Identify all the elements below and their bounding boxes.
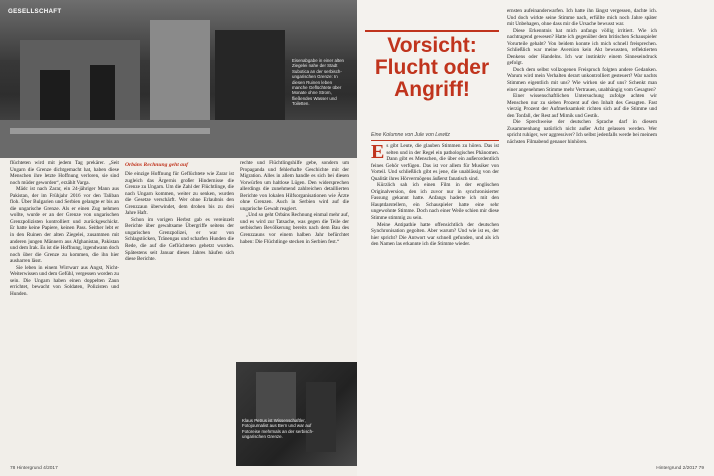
section-tag: GESELLSCHAFT (8, 8, 62, 15)
author-caption: Klaus Petrus ist Wissenschaftler, Fotojournalist aus Bern und war auf Fotoreise mehrmals an der serbisch-ungarischen Grenze. (242, 418, 314, 440)
page-footer-right: Hintergrund 2/2017 79 (656, 466, 704, 471)
paragraph: Diese Erkenntnis hat mich anfangs völlig irritiert. Wie ich nachtragend gewesen? Hatte ich gegenüber dem britischen Schauspieler Vorurteile gehabt? Von beidem konnte ich mich schnell freisprechen. Schließlich war meine Aversion kein Akt bewussten, reflektierten Denkens oder Handelns. Ich war instinktiv einem Sinneseindruck gefolgt. (507, 27, 657, 67)
photo-caption: Eisenabgabe in einer alten Ziegelei nahe der Stadt Subotica an der serbisch-ungarischen Grenze: In diesen Ruinen leben manche Geflüchtete über Monate ohne Strom, fließendes Wasser und Toiletten. (292, 58, 344, 107)
paragraph: Die Sprechweise der deutschen Sprache darf in diesem Zusammenhang natürlich nicht außer Acht gelassen werden. Wer spricht ruhiger, wer aggressiver? Ich selbst jedenfalls werde bei meinem nächsten Filmabend genauer hinhören. (507, 119, 657, 145)
page-footer-left: 78 Hintergrund 4/2017 (10, 466, 58, 471)
paragraph: Mädc ist nach Zarar, ein 24-jähriger Mann aus Pakistan, der im Frühjahr 2016 vor den Taliban floh. Über Bulgarien und Serbien gelangte er bis an die ungarische Grenze. Als er einen Zug nehmen wollte, wurde er an der Grenze von ungarischen Grenzpolizisten kontrolliert und zurückgeschickt. Er hatte keine Papiere, keinen Pass. Seither lebt er in den Ruinen der alten Ziegelei, zusammen mit anderen jungen Männern aus Afghanistan, Pakistan und dem Irak. Es ist die Hoffnung, irgendwann doch noch über die Grenze zu kommen, die ihn hier ausharren lässt. (10, 186, 119, 265)
byline: Eine Kolumne von Jule von Lewitz (371, 132, 499, 141)
photo-doorway (90, 65, 115, 120)
left-column-1 (10, 160, 119, 466)
photo-ground (0, 120, 357, 158)
photo-pillar (150, 20, 210, 130)
paragraph: Meine Antipathie hatte offensichtlich der deutschen Synchronisation gegolten. Aber warum? Und wie ist es, der hier spricht? Die Antwort war schnell gefunden, und als ich den Namen las erkannte ich die Stimme wieder. (371, 221, 499, 248)
right-page (357, 0, 714, 476)
paragraph: flüchteten wird mit jedem Tag prekärer. „Seit Ungarn die Grenze dichtgemacht hat, haben diese Menschen ihre letzte Hoffnung verloren, sie sind noch müder geworden“, erzählt Varga. (10, 160, 119, 186)
paragraph: rechte und Flüchtlingshilfe gebe, sondern um Propaganda und fehlerhafte Geschichte mit der Migration. Alles in allem handle es sich bei diesen Vorwürfen um haltlose Lügen. Den widersprechen allerdings die zunehmend zahlreichen detaillierten Berichte von lokalen Hilfsorganisationen wie Ärzte ohne Grenzen. Auch in Serbien wird auf die ungarische Gewalt reagiert. (240, 160, 349, 212)
photo-wall (20, 40, 140, 120)
paragraph: Sie leben in einem Wirrwarr aus Angst, Nicht-Weiterwissen und dem Gefühl, vergessen worden zu sein. Die Ungarn haben einen doppelten Zaun errichtet, bewacht von Soldaten, Polizisten und Hunden. (10, 264, 119, 297)
subhead: Orbáns Rechnung geht auf (125, 162, 188, 168)
photo-figure (306, 382, 336, 452)
paragraph: ernsten aufeinanderwarfen. Ich hatte ihn längst vergessen, dachte ich. Und doch wirkte seine Stimme nach, erfüllte mich noch Jahre später mit Unbehagen, ohne dass mir die Ursache bewusst war. (507, 8, 657, 28)
paragraph (371, 143, 499, 182)
left-column-2 (125, 160, 234, 466)
paragraph: Schon im vorigen Herbst gab es vereinzelt Berichte über gewaltsame Übergriffe seitens der ungarischen Grenzpolizei, er war von Schlagstöcken, Tränengas und scharfen Hunden die Rede, die auf die Geflüchteten gehetzt wurden. Spätestens seit Januar dieses Jahres häufen sich diese Berichte. (125, 216, 234, 263)
right-column-2 (507, 8, 657, 466)
paragraph-text: s gibt Leute, die glauben Stimmen zu hören. Das ist selten und in der Regel ein pathologisches Phänomen. Dann gibt es Menschen, die über ein außerordentlich feines Gehör verfügen. Das ist vor allem für Musiker von Vorteil. Und schließlich gibt es jene, die unablässig von der Qualität ihres Hörvermögens äußerst fanatisch sind. (371, 143, 499, 182)
paragraph: Einer wissenschaftlichen Untersuchung zufolge achten wir Menschen nur zu sieben Prozent auf den Inhalt des Gesagten. Fast vierzig Prozent der Aufmerksamkeit richten sich auf die Stimme und den Tonfall, der Rest auf Mimik und Gestik. (507, 93, 657, 119)
headline-rule (365, 30, 499, 32)
photo-rubble (10, 128, 210, 134)
paragraph: „Und so geht Orbáns Rechnung einmal mehr auf, und es wird zur Tatsache, was gegen die Teile der serbischen Bevölkerung bereits nach dem Bau des Grenzzauns vor einem halben Jahr befürchtet haben: Die Flüchtlinge stecken in Serbien fest.“ (240, 212, 349, 245)
headline: Vorsicht: Flucht oder Angriff! (374, 34, 490, 101)
photo-doorway (40, 70, 70, 120)
brickworks-photo (0, 0, 357, 158)
photo-figure (256, 372, 296, 422)
paragraph: Die einzige Hoffnung für Geflüchtete wie Zarar ist zugleich das Ärgernis großer Hindernisse die Grenze zu Ungarn. Um die Zahl der Flüchtlinge, die nach Ungarn kommen, weiter zu senken, wurden die Gesetze verschärft. Wer ohne Erlaubnis den Grenzzaun überwindet, dem drohen bis zu drei Jahre Haft. (125, 171, 234, 217)
paragraph: Kürzlich sah ich einen Film in der englischen Originalversion, den ich zuvor nur in synchronisierter Fassung gekannt hatte. Anfangs haderte ich mit den Hauptdarstellern, ein Schauspieler hatte eine sehr ungewohnte Stimme. Doch nach einer Weile schien mir diese Stimme stimmig zu sein. (371, 182, 499, 222)
author-photo (236, 362, 357, 466)
dropcap: E (371, 143, 385, 163)
right-column-1 (371, 143, 499, 466)
paragraph: Doch dem selbst vollzogenen Freispruch folgten andere Gedanken. Warum wird mein Verhalten derart unkontrolliert gesteuert? War nachts Stimmen eigentlich mit uns? Wie wirken sie auf uns? Schenkt man einer angenehmen Stimme mehr Vertrauen, unabhängig vom Gesagten? (507, 66, 657, 93)
